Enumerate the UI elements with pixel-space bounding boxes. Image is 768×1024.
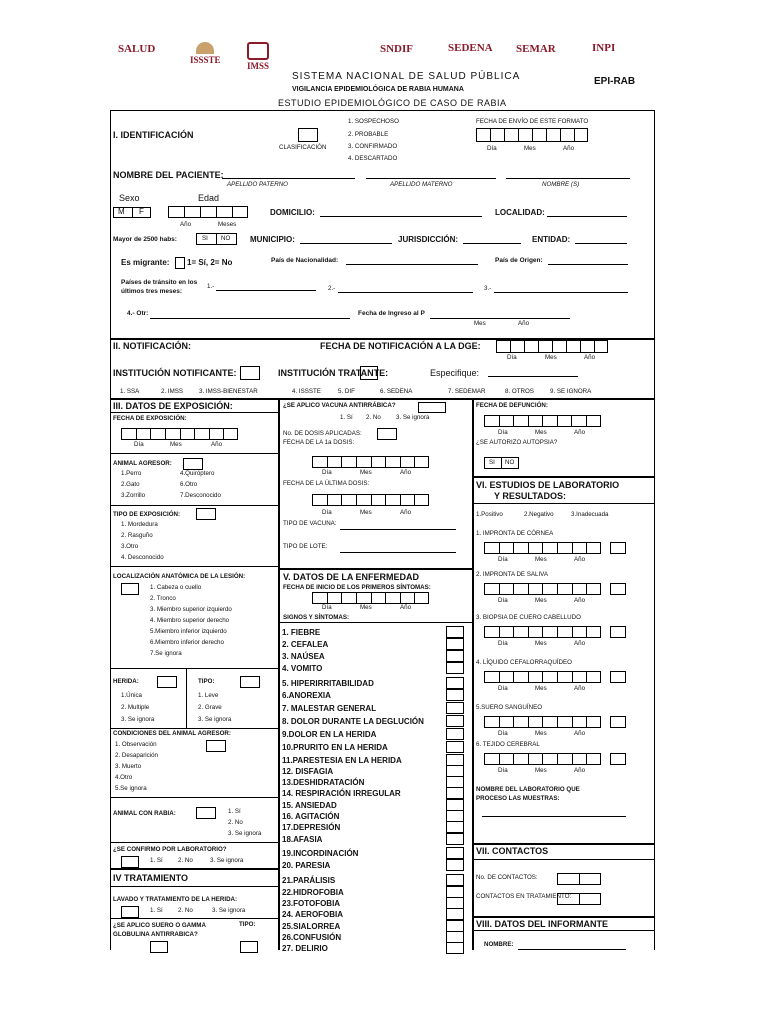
suero-label: ¿SE APLICO SUERO O GAMMA GLOBULINA ANTIRRABICA? [113,922,206,938]
cond-opt: 3. Muerto [115,763,142,770]
sintoma-label: 3. NAÚSEA [282,652,325,661]
sintoma-checkbox[interactable] [446,702,464,714]
edad-anio-label: Año [180,221,192,228]
edad-label: Edad [198,193,220,203]
rabia-opt: 3. Se ignora [228,830,262,837]
sintoma-label: 11.PARESTESIA EN LA HERIDA [282,756,402,765]
lab-opt: 2. No [178,857,193,864]
sintoma-label: 9.DOLOR EN LA HERIDA [282,730,377,739]
signos-label: SIGNOS Y SÍNTOMAS: [283,614,350,621]
mes-label: Mes [360,604,372,611]
tipo-box[interactable] [240,676,260,688]
herida-opt: 1.Única [121,692,142,699]
tipo-label: TIPO: [198,678,215,685]
herida-opt: 2. Multiple [121,704,150,711]
jurisdiccion-input[interactable] [463,243,521,244]
mes-label: Mes [170,441,182,448]
nombre-lab-input[interactable] [482,816,626,817]
animal-opt: 1.Perro [121,470,142,477]
fecha1-label: FECHA DE LA 1a DOSIS: [283,439,355,446]
date-part-label: Día [498,597,508,604]
animal-rabia-label: ANIMAL CON RABIA: [113,810,176,817]
sintoma-checkbox[interactable] [446,847,464,859]
vac-opt: 3. Se ignora [396,414,430,421]
date-part-label: Día [498,640,508,647]
entidad-input[interactable] [575,243,627,244]
sintoma-checkbox[interactable] [446,728,464,740]
dosis-box[interactable] [377,428,397,440]
date-part-label: Día [498,556,508,563]
pais-3-input[interactable] [494,292,628,293]
date-part-label: Día [498,767,508,774]
inst-opt: 7. SEDEMAR [448,388,486,395]
sexo-m[interactable]: M [118,207,125,216]
mes-label: Mes [524,145,536,152]
logo-issste: ISSSTE [190,42,221,65]
lavado-label: LAVADO Y TRATAMIENTO DE LA HERIDA: [113,896,238,903]
sintoma-checkbox[interactable] [446,787,464,799]
en-tratamiento-label: CONTACTOS EN TRATAMIENTO: [476,893,572,900]
sintoma-label: 27. DELIRIO [282,944,328,953]
fecha-ingreso-label: Fecha de Ingreso al P [358,310,425,317]
estudio-label: 3. BIOPSIA DE CUERO CABELLUDO [476,614,581,621]
tipo-exp-opt: 1. Mordedura [121,521,158,528]
pais-origen-input[interactable] [548,264,628,265]
lab-confirm-label: ¿SE CONFIRMO POR LABORATORIO? [113,846,227,853]
sintoma-label: 10.PRURITO EN LA HERIDA [282,743,388,752]
tipo-exp-label: TIPO DE EXPOSICIÓN: [113,511,181,518]
lavado-opt: 3. Se ignora [212,907,246,914]
vac-opt: 1. Sí [340,414,353,421]
sintoma-label: 18.AFASIA [282,835,323,844]
anio-label: Año [563,145,575,152]
pais-2-input[interactable] [338,292,473,293]
dia-label: Día [322,509,332,516]
anio-label: Año [400,604,412,611]
sintoma-label: 16. AGITACIÓN [282,812,340,821]
entidad-label: ENTIDAD: [532,235,571,244]
estudio-label: 2. IMPRONTA DE SALIVA [476,571,548,578]
sintoma-label: 8. DOLOR DURANTE LA DEGLUCIÓN [282,717,424,726]
date-part-label: Mes [535,640,547,647]
sintoma-checkbox[interactable] [446,833,464,845]
jurisdiccion-label: JURISDICCIÓN: [398,235,459,244]
animal-agresor-box[interactable] [183,458,203,470]
tipo-opt: 1. Leve [198,692,219,699]
vac-opt: 2. No [366,414,381,421]
animal-rabia-box[interactable] [196,807,216,819]
fecha-envio-label: FECHA DE ENVÍO DE ESTE FORMATO [476,118,589,125]
fechaU-label: FECHA DE LA ÚLTIMA DOSIS: [283,480,370,487]
title-line3: ESTUDIO EPIDEMIOLÓGICO DE CASO DE RABIA [278,98,507,108]
sintoma-label: 1. FIEBRE [282,628,321,637]
inst-opt: 9. SE IGNORA [550,388,592,395]
pais-1-label: 1.- [207,283,215,290]
nombres-input[interactable] [506,178,630,179]
date-part-label: Año [574,730,586,737]
sintoma-checkbox[interactable] [446,741,464,753]
animal-opt: 2.Gato [121,481,140,488]
inst-opt: 8. OTROS [505,388,534,395]
paises-transito-label: Países de tránsito en los últimos tres meses: [121,279,198,295]
logo-inpi: INPI [592,42,616,54]
estudio-resultado-box[interactable] [610,626,626,638]
dia-label: Día [498,429,508,436]
dia-label: Día [487,145,497,152]
loc-opt: 5.Miembro inferior izquierdo [150,628,227,635]
suero-box[interactable] [150,941,168,953]
pais-3-label: 3.- [484,285,492,292]
cond-opt: 5.Se ignora [115,785,147,792]
anio-label: Año [211,441,223,448]
res-opt: 1.Positivo [476,511,503,518]
tipo-lote-label: TIPO DE LOTE: [283,543,328,550]
anio-label: Año [518,320,530,327]
date-part-label: Día [498,685,508,692]
inst-trat-box[interactable] [360,366,378,380]
date-part-label: Año [574,767,586,774]
rabia-opt: 2. No [228,819,243,826]
cond-opt: 2. Desaparición [115,752,158,759]
sintoma-checkbox[interactable] [446,677,464,689]
title-line1: SISTEMA NACIONAL DE SALUD PÚBLICA [292,71,521,82]
loc-opt: 7.Se ignora [150,650,182,657]
pais-nac-input[interactable] [346,264,478,265]
section-laboratorio: VI. ESTUDIOS DE LABORATORIO [476,480,620,490]
inst-opt: 2. IMSS [161,388,184,395]
dia-label: Día [322,604,332,611]
autopsia-label: ¿SE AUTORIZO AUTOPSIA? [476,439,558,446]
mes-label: Mes [360,469,372,476]
tipo-vacuna-label: TIPO DE VACUNA: [283,520,337,527]
date-part-label: Mes [535,597,547,604]
date-part-label: Año [574,597,586,604]
sintoma-label: 21.PARÁLISIS [282,876,336,885]
estudio-label: 4. LÍQUIDO CEFALORRAQUÍDEO [476,659,572,666]
loc-opt: 1. Cabeza o cuello [150,584,202,591]
animal-opt: 6.Otro [180,481,198,488]
form-frame [110,110,655,950]
otro-input[interactable] [150,318,350,319]
inst-trat-label: INSTITUCIÓN TRATANTE: [278,368,389,378]
estudio-label: 1. IMPRONTA DE CÓRNEA [476,530,554,537]
date-part-label: Mes [535,730,547,737]
sintoma-label: 19.INCORDINACIÓN [282,849,359,858]
clasif-opt: 3. CONFIRMADO [348,143,398,150]
especifique-label: Especifique: [430,368,480,378]
date-part-label: Año [574,640,586,647]
date-part-label: Mes [535,767,547,774]
especifique-input[interactable] [488,376,578,377]
tipo-exp-box[interactable] [196,508,216,520]
informante-nombre-input[interactable] [518,949,626,950]
date-part-label: Año [574,556,586,563]
lavado-opt: 2. No [178,907,193,914]
nombre-paciente-label: NOMBRE DEL PACIENTE: [113,170,224,180]
inst-notif-label: INSTITUCIÓN NOTIFICANTE: [113,368,237,378]
sintoma-label: 17.DEPRESIÓN [282,823,341,832]
form-code: EPI-RAB [594,76,636,87]
autopsia-no[interactable]: NO [505,459,515,466]
rabia-opt: 1. Sí [228,808,241,815]
inst-opt: 5. DIF [338,388,355,395]
estudio-label: 6. TEJIDO CEREBRAL [476,741,540,748]
mayor-label: Mayor de 2500 habs: [113,236,177,243]
herida-box[interactable] [157,676,177,688]
res-opt: 2.Negativo [524,511,554,518]
lab-opt: 3. Se ignora [210,857,244,864]
estudio-label: 5.SUERO SANGUÍNEO [476,704,543,711]
sintoma-label: 5. HIPERIRRITABILIDAD [282,679,374,688]
sintoma-label: 22.HIDROFOBIA [282,888,344,897]
sintoma-label: 6.ANOREXIA [282,691,331,700]
pais-nac-label: País de Nacionalidad: [271,257,339,264]
clasificacion-box[interactable] [298,128,318,142]
dosis-label: No. DE DOSIS APLICADAS: [283,430,362,437]
sintoma-checkbox[interactable] [446,821,464,833]
date-part-label: Año [574,685,586,692]
lab-confirm-box[interactable] [121,856,139,868]
migrante-opts: 1= Sí, 2= No [187,258,233,267]
animal-opt: 4.Quiróptero [180,470,215,477]
animal-opt: 3.Zorrillo [121,492,146,499]
clasif-opt: 1. SOSPECHOSO [348,118,399,125]
section-enfermedad: V. DATOS DE LA ENFERMEDAD [283,572,420,582]
fecha-ingreso-input[interactable] [430,318,570,319]
animal-opt: 7.Desconocido [180,492,221,499]
sintoma-checkbox[interactable] [446,638,464,650]
fecha-exp-label: FECHA DE EXPOSICIÓN: [113,415,187,422]
cond-opt: 1. Observación [115,741,157,748]
sintoma-checkbox[interactable] [446,874,464,886]
localizacion-label: LOCALIZACIÓN ANATÓMICA DE LA LESIÓN: [113,573,246,580]
sintoma-label: 2. CEFALEA [282,640,329,649]
municipio-label: MUNICIPIO: [250,235,295,244]
dia-label: Día [134,441,144,448]
tipo-exp-opt: 2. Rasguño [121,532,153,539]
sexo-label: Sexo [119,193,140,203]
animal-agresor-label: ANIMAL AGRESOR: [113,460,172,467]
inst-opt: 3. IMSS-BIENESTAR [199,388,258,395]
section-contactos: VII. CONTACTOS [476,846,549,856]
sintoma-label: 4. VOMITO [282,664,323,673]
res-opt: 3.Inadecuada [571,511,609,518]
tipo-opt: 3. Se ignora [198,716,232,723]
fecha-notif-label: FECHA DE NOTIFICACIÓN A LA DGE: [320,341,481,351]
tipo-exp-opt: 4. Desconocido [121,554,164,561]
pais-1-input[interactable] [216,290,316,291]
apellido-materno-input[interactable] [366,178,496,179]
date-part-label: Mes [535,556,547,563]
edad-input[interactable] [168,206,248,218]
estudio-resultado-box[interactable] [610,716,626,728]
inst-opt: 6. SEDENA [380,388,413,395]
sintoma-label: 13.DESHIDRATACIÓN [282,778,365,787]
condiciones-box[interactable] [206,740,226,752]
herida-opt: 3. Se ignora [121,716,155,723]
sintoma-label: 20. PARESIA [282,861,331,870]
domicilio-label: DOMICILIO: [270,208,315,217]
loc-opt: 3. Miembro superior izquierdo [150,606,232,613]
tipo-vacuna-input[interactable] [340,529,456,530]
anio-label: Año [584,354,596,361]
sintoma-label: 26.CONFUSIÓN [282,933,342,942]
sintoma-checkbox[interactable] [446,715,464,727]
pais-2-label: 2.- [328,285,336,292]
section-laboratorio-2: Y RESULTADOS: [494,491,567,501]
edad-meses-label: Meses [218,221,237,228]
section-tratamiento: IV TRATAMIENTO [113,873,188,883]
mes-label: Mes [535,429,547,436]
migrante-label: Es migrante: [121,258,170,267]
inst-notif-box[interactable] [240,366,260,380]
loc-opt: 4. Miembro superior derecho [150,617,230,624]
date-part-label: Mes [535,685,547,692]
sintoma-label: 15. ANSIEDAD [282,801,337,810]
suero-tipo-label: TIPO: [239,921,256,928]
sintoma-checkbox[interactable] [446,942,464,954]
ap-paterno-label: APELLIDO PATERNO [227,181,288,188]
sintoma-label: 23.FOTOFOBIA [282,899,341,908]
clasif-opt: 2. PROBABLE [348,131,389,138]
fecha-defuncion-label: FECHA DE DEFUNCIÓN: [476,402,548,409]
nombres-label: NOMBRE (S) [542,181,580,188]
loc-opt: 6.Miembro inferior derecho [150,639,224,646]
tipo-lote-input[interactable] [340,552,456,553]
section-exposicion: III. DATOS DE EXPOSICIÓN: [113,401,233,411]
inst-opt: 4. ISSSTE [292,388,321,395]
estudio-resultado-box[interactable] [610,542,626,554]
date-part-label: Día [498,730,508,737]
loc-opt: 2. Tronco [150,595,176,602]
pais-origen-label: País de Origen: [495,257,543,264]
sintoma-checkbox[interactable] [446,626,464,638]
ap-materno-label: APELLIDO MATERNO [390,181,453,188]
apellido-paterno-input[interactable] [222,178,355,179]
clasif-opt: 4. DESCARTADO [348,155,398,162]
sintoma-label: 7. MALESTAR GENERAL [282,704,377,713]
localizacion-box[interactable] [121,583,139,595]
estudio-resultado-box[interactable] [610,753,626,765]
anio-label: Año [400,469,412,476]
section-identificacion: I. IDENTIFICACIÓN [113,130,194,140]
mes-label: Mes [360,509,372,516]
mayor-no[interactable]: NO [221,235,231,242]
informante-nombre-label: NOMBRE: [484,941,514,948]
logo-sedena: SEDENA [448,42,493,54]
sintoma-checkbox[interactable] [446,689,464,701]
sintoma-checkbox[interactable] [446,859,464,871]
domicilio-input[interactable] [320,216,482,217]
fecha-inicio-label: FECHA DE INICIO DE LOS PRIMEROS SÍNTOMAS: [283,584,431,591]
sintoma-label: 24. AEROFOBIA [282,910,344,919]
municipio-input[interactable] [300,243,392,244]
tipo-exp-opt: 3.Otro [121,543,139,550]
dia-label: Día [322,469,332,476]
localidad-input[interactable] [547,216,627,217]
vacuna-label: ¿SE APLICO VACUNA ANTIRRÁBICA? [283,402,396,409]
sintoma-checkbox[interactable] [446,908,464,920]
clasificacion-label: CLASIFICACIÓN [279,144,327,151]
autopsia-si[interactable]: SI [489,459,495,466]
logo-semar: SEMAR [516,43,556,55]
sexo-f[interactable]: F [139,207,144,216]
lab-opt: 1. Sí [150,857,163,864]
otro-label: 4.- Otr: [127,310,149,317]
tipo-opt: 2. Grave [198,704,222,711]
sintoma-checkbox[interactable] [446,650,464,662]
no-contactos-label: No. DE CONTACTOS: [476,874,538,881]
anio-label: Año [400,509,412,516]
localidad-label: LOCALIDAD: [495,208,545,217]
herida-label: HERIDA: [113,678,139,685]
lavado-box[interactable] [121,906,139,918]
lavado-opt: 1. Sí [150,907,163,914]
cond-opt: 4.Otro [115,774,133,781]
logo-sndif: SNDIF [380,43,414,55]
estudio-resultado-box[interactable] [610,583,626,595]
anio-label: Año [574,429,586,436]
sintoma-label: 12. DISFAGIA [282,767,334,776]
title-line2: VIGILANCIA EPIDEMIOLÓGICA DE RABIA HUMANA [292,86,464,93]
mayor-si[interactable]: SI [202,235,208,242]
nombre-lab-label: NOMBRE DEL LABORATORIO QUE PROCESO LAS MUESTRAS: [476,786,580,802]
estudio-resultado-box[interactable] [610,671,626,683]
sintoma-label: 14. RESPIRACIÓN IRREGULAR [282,789,401,798]
section-notificacion: II. NOTIFICACIÓN: [113,341,191,351]
condiciones-label: CONDICIONES DEL ANIMAL AGRESOR: [113,730,231,737]
dia-label: Día [507,354,517,361]
vacuna-box[interactable] [418,402,446,413]
mes-label: Mes [545,354,557,361]
migrante-box[interactable] [175,257,185,269]
logo-salud: SALUD [118,43,156,55]
sintoma-checkbox[interactable] [446,662,464,674]
logo-imss: IMSS [247,42,269,71]
mes-label: Mes [474,320,486,327]
inst-opt: 1. SSA [120,388,140,395]
suero-tipo-box[interactable] [240,941,258,953]
sintoma-label: 25.SIALORREA [282,922,341,931]
section-informante: VIII. DATOS DEL INFORMANTE [476,919,609,929]
